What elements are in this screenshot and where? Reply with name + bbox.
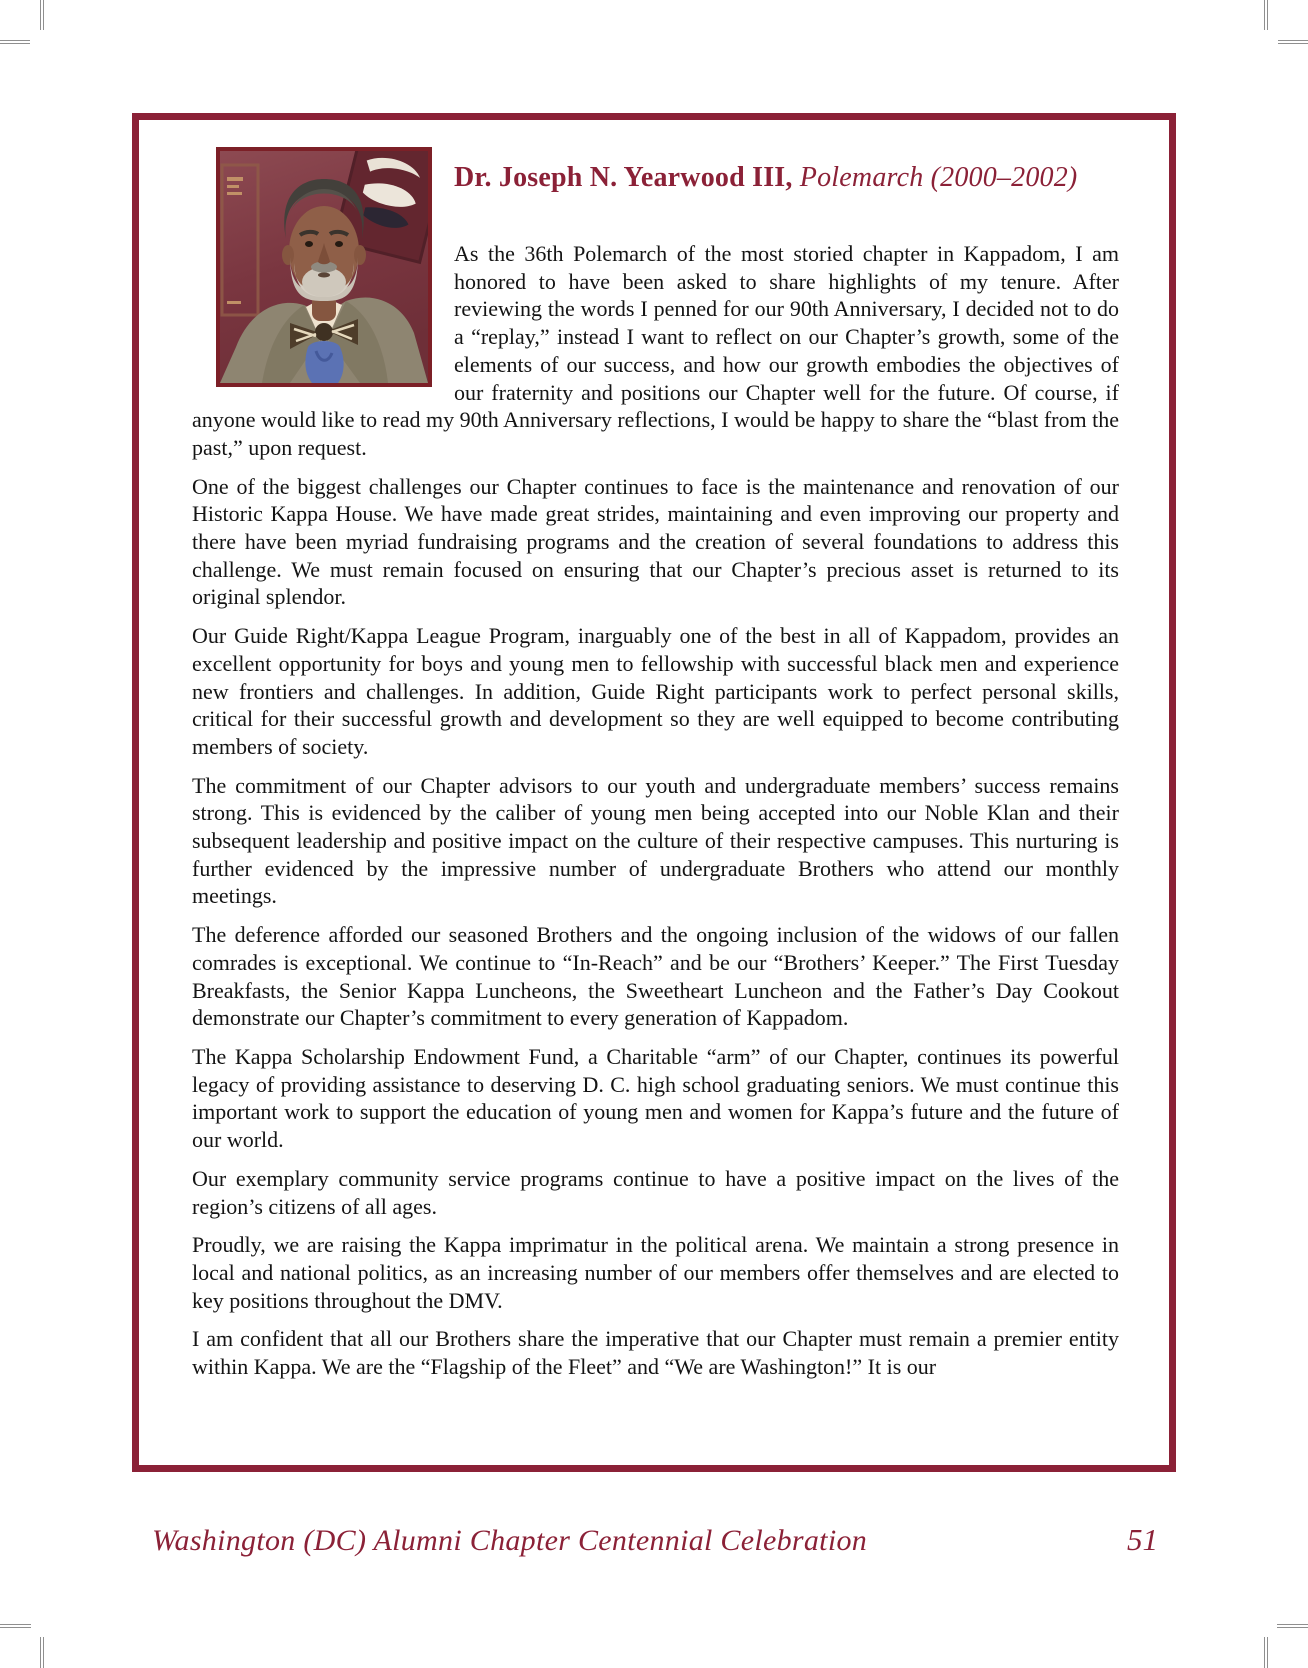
footer-book-title: Washington (DC) Alumni Chapter Centennial Celebration bbox=[152, 1524, 868, 1557]
trim-mark-bottom-right-horizontal bbox=[1277, 1624, 1308, 1628]
profile-name: Dr. Joseph N. Yearwood III, bbox=[454, 162, 793, 193]
body-paragraph: The Kappa Scholarship Endowment Fund, a Charitable “arm” of our Chapter, continues its powerful legacy of providing assistance to deserving D. C. high school graduating seniors. We must continue this important work to support the education of young men and women for Kappa’s future and the future of our world. bbox=[192, 1043, 1119, 1153]
body-paragraph: As the 36th Polemarch of the most storied chapter in Kappadom, I am honored to have been asked to share highlights of my tenure. After reviewing the words I penned for our 90th Anniversary, I decided not to do a “replay,” instead I want to reflect on our Chapter’s growth, some of the elements of our success, and how our growth embodies the objectives of our fraternity and positions our Chapter well for the future. Of course, if anyone would like to read my 90th Anniversary reflections, I would be happy to share the “blast from the past,” upon request. bbox=[192, 241, 1119, 460]
footer-page-number: 51 bbox=[1127, 1522, 1158, 1557]
page-footer bbox=[152, 1522, 1158, 1558]
trim-mark-top-right-horizontal bbox=[1278, 40, 1308, 44]
profile-title-suffix: Polemarch (2000–2002) bbox=[792, 162, 1078, 193]
body-paragraph: Our exemplary community service programs continue to have a positive impact on the lives of the region’s citizens of all ages. bbox=[192, 1165, 1119, 1219]
body-paragraph: The commitment of our Chapter advisors to our youth and undergraduate members’ success remains strong. This is evidenced by the caliber of young men being accepted into our Noble Klan and their subsequent leadership and positive impact on the culture of their respective campuses. This nurturing is further evidenced by the impressive number of undergraduate Brothers who attend our monthly meetings. bbox=[192, 772, 1119, 909]
profile-article-box bbox=[132, 113, 1176, 1472]
trim-mark-bottom-left-vertical bbox=[40, 1637, 44, 1668]
trim-mark-top-left-horizontal bbox=[0, 40, 30, 44]
trim-mark-bottom-left-horizontal bbox=[0, 1624, 31, 1628]
portrait-photo-illustration bbox=[220, 151, 428, 383]
body-paragraph: Proudly, we are raising the Kappa imprimatur in the political arena. We maintain a strong presence in local and national politics, as an increasing number of our members offer themselves and are elected to key positions throughout the DMV. bbox=[192, 1232, 1119, 1313]
trim-mark-top-left-vertical bbox=[40, 0, 44, 30]
profile-body-text bbox=[192, 240, 1119, 1381]
trim-mark-bottom-right-vertical bbox=[1264, 1637, 1268, 1668]
body-paragraph: I am confident that all our Brothers share the imperative that our Chapter must remain a premier entity within Kappa. We are the “Flagship of the Fleet” and “We are Washington!” It is our bbox=[192, 1326, 1119, 1380]
body-paragraph: The deference afforded our seasoned Brothers and the ongoing inclusion of the widows of our fallen comrades is exceptional. We continue to “In-Reach” and be our “Brothers’ Keeper.” The First Tuesday Breakfasts, the Senior Kappa Luncheons, the Sweetheart Luncheon and the Father’s Day Cookout demonstrate our Chapter’s commitment to every generation of Kappadom. bbox=[192, 922, 1119, 1031]
trim-mark-top-right-vertical bbox=[1264, 0, 1268, 30]
body-paragraph: Our Guide Right/Kappa League Program, inarguably one of the best in all of Kappadom, provides an excellent opportunity for boys and young men to fellowship with successful black men and experience new frontiers and challenges. In addition, Guide Right participants work to perfect personal skills, critical for their successful growth and development so they are well equipped to become contributing members of society. bbox=[192, 623, 1119, 759]
portrait-photo bbox=[216, 147, 432, 387]
body-paragraph: One of the biggest challenges our Chapter continues to face is the maintenance and renovation of our Historic Kappa House. We have made great strides, maintaining and even improving our property and there have been myriad fundraising programs and the creation of several foundations to address this challenge. We must remain focused on ensuring that our Chapter’s precious asset is returned to its original splendor. bbox=[192, 473, 1119, 610]
